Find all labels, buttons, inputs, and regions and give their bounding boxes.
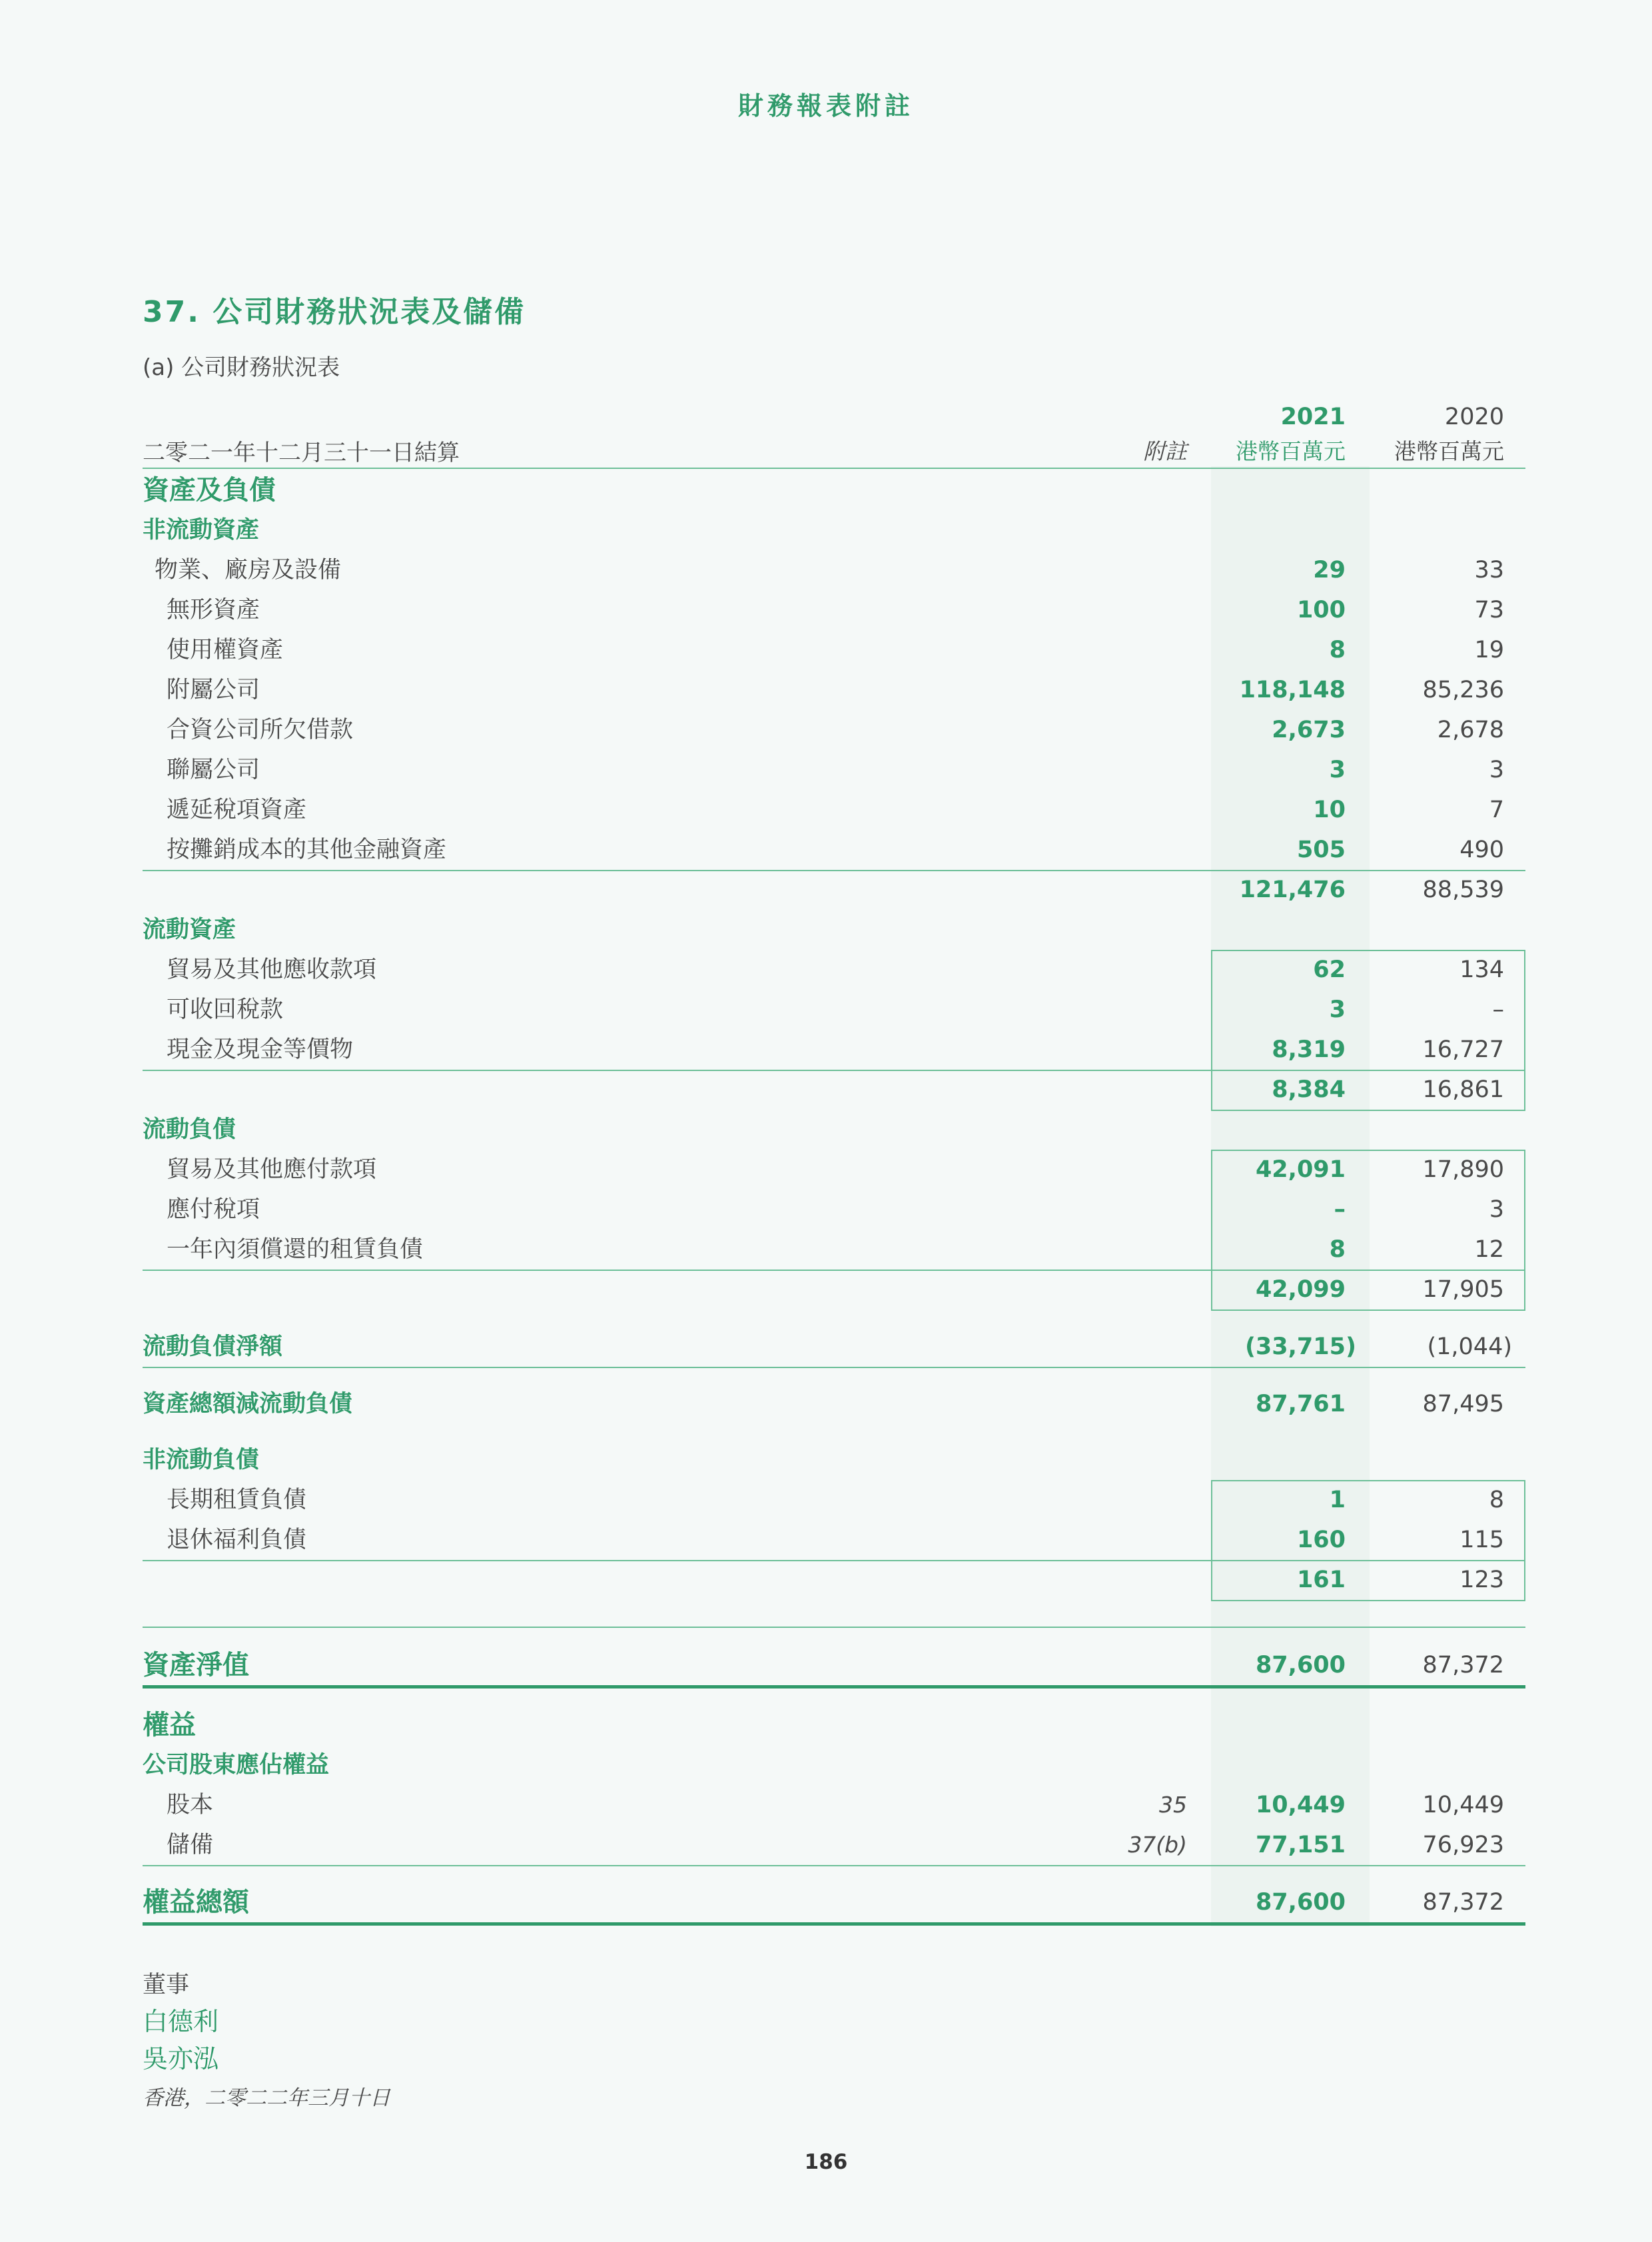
table-row (0, 990, 1652, 1030)
row-label: 一年內須償還的租賃負債 (167, 1236, 424, 1263)
value-2021: 8,319 (1272, 1036, 1346, 1063)
subsection-heading-row (0, 1110, 1652, 1150)
value-2020: 8 (1489, 1487, 1504, 1513)
value-2021: 1 (1329, 1487, 1346, 1513)
signature-label: 董事 (143, 1972, 190, 1998)
value-2020: 12 (1474, 1236, 1504, 1263)
subsection-heading: 公司股東應佔權益 (143, 1752, 330, 1778)
sub-title: (a) 公司財務狀況表 (143, 354, 340, 381)
value-2021: – (1334, 1196, 1346, 1223)
value-2021: 10 (1313, 797, 1346, 823)
subsection-heading-row (0, 1440, 1652, 1480)
value-2020: 490 (1459, 837, 1504, 863)
value-2020: 7 (1489, 797, 1504, 823)
running-header: 財務報表附註 (737, 91, 914, 121)
year-2021-header: 2021 (1280, 404, 1346, 430)
value-2020: – (1492, 996, 1504, 1023)
table-row (0, 1384, 1652, 1424)
value-2020: 17,890 (1422, 1156, 1504, 1183)
total-rule (143, 1922, 1525, 1926)
row-label: 權益總額 (143, 1887, 249, 1918)
value-2020: 88,539 (1422, 877, 1504, 903)
value-2020: 115 (1459, 1527, 1504, 1553)
table-row (0, 590, 1652, 630)
value-2020: 16,727 (1422, 1036, 1504, 1063)
row-label: 貿易及其他應收款項 (167, 956, 377, 983)
row-label: 附屬公司 (167, 677, 260, 703)
unit-2020-header: 港幣百萬元 (1394, 438, 1504, 464)
year-2020-header: 2020 (1444, 404, 1504, 430)
table-row (0, 550, 1652, 590)
table-row (0, 1190, 1652, 1230)
subsection-heading: 流動負債 (143, 1116, 236, 1143)
row-label: 股本 (167, 1792, 214, 1818)
value-2021: 121,476 (1239, 877, 1346, 903)
row-label: 遞延稅項資產 (167, 797, 307, 823)
value-2021: 77,151 (1255, 1832, 1346, 1858)
subtotal-row (0, 870, 1652, 910)
section-heading: 資產及負債 (143, 475, 276, 506)
value-2020: 85,236 (1422, 677, 1504, 703)
value-2021: 87,600 (1255, 1652, 1346, 1679)
place-date: 香港，二零二二年三月十日 (143, 2086, 390, 2110)
value-2021: 160 (1296, 1527, 1346, 1553)
total-equity-row (0, 1882, 1652, 1922)
director-name: 白德利 (143, 2007, 219, 2036)
value-2020: (1,044) (1427, 1333, 1512, 1360)
section-heading-row (0, 1705, 1652, 1745)
table-row (0, 1230, 1652, 1270)
value-2021: 29 (1313, 557, 1346, 583)
value-2020: 123 (1459, 1567, 1504, 1593)
row-rule (143, 1627, 1525, 1628)
value-2021: (33,715) (1244, 1333, 1356, 1360)
value-2020: 19 (1474, 637, 1504, 663)
subsection-heading-row (0, 510, 1652, 550)
row-label: 按攤銷成本的其他金融資產 (167, 837, 447, 863)
value-2021: 118,148 (1239, 677, 1346, 703)
table-row (0, 830, 1652, 870)
row-rule (143, 1865, 1525, 1866)
statement-date: 二零二一年十二月三十一日結算 (143, 440, 460, 466)
value-2021: 2,673 (1272, 717, 1346, 743)
value-2020: 87,372 (1422, 1652, 1504, 1679)
subsection-heading-row (0, 910, 1652, 950)
section-heading: 權益 (143, 1710, 196, 1740)
value-2021: 87,600 (1255, 1889, 1346, 1916)
value-2021: 8 (1329, 1236, 1346, 1263)
row-label: 聯屬公司 (167, 757, 260, 783)
value-2021: 3 (1329, 757, 1346, 783)
row-label: 退休福利負債 (167, 1527, 307, 1553)
subsection-heading-row (0, 1745, 1652, 1785)
row-label: 可收回稅款 (167, 996, 284, 1023)
subtotal-row (0, 1560, 1652, 1600)
section-heading-row (0, 470, 1652, 510)
row-label: 長期租賃負債 (167, 1487, 307, 1513)
net-assets-row (0, 1645, 1652, 1685)
value-2020: 16,861 (1422, 1076, 1504, 1103)
row-label: 流動負債淨額 (143, 1333, 283, 1360)
value-2021: 87,761 (1255, 1391, 1346, 1417)
value-2020: 3 (1489, 757, 1504, 783)
table-row (0, 670, 1652, 710)
value-2020: 2,678 (1437, 717, 1504, 743)
subsection-heading: 流動資產 (143, 917, 236, 943)
row-label: 儲備 (167, 1832, 214, 1858)
row-note: 35 (1159, 1792, 1187, 1818)
row-label: 使用權資產 (167, 637, 284, 663)
value-2021: 505 (1296, 837, 1346, 863)
table-row (0, 1520, 1652, 1560)
total-rule (143, 1685, 1525, 1688)
value-2020: 3 (1489, 1196, 1504, 1223)
table-row (0, 1825, 1652, 1865)
value-2021: 42,091 (1255, 1156, 1346, 1183)
table-row (0, 1150, 1652, 1190)
value-2021: 62 (1313, 956, 1346, 983)
value-2020: 134 (1459, 956, 1504, 983)
table-row (0, 1480, 1652, 1520)
value-2021: 42,099 (1255, 1276, 1346, 1303)
table-row (0, 1785, 1652, 1825)
table-row (0, 1327, 1652, 1367)
header-rule (143, 468, 1525, 469)
table-row (0, 630, 1652, 670)
row-label: 資產淨值 (143, 1650, 249, 1681)
table-row (0, 710, 1652, 750)
value-2020: 17,905 (1422, 1276, 1504, 1303)
row-label: 現金及現金等價物 (167, 1036, 354, 1063)
value-2021: 100 (1296, 597, 1346, 623)
row-note: 37(b) (1128, 1832, 1187, 1858)
value-2021: 8,384 (1272, 1076, 1346, 1103)
row-label: 合資公司所欠借款 (167, 717, 354, 743)
value-2021: 3 (1329, 996, 1346, 1023)
table-row (0, 1030, 1652, 1070)
director-name: 吳亦泓 (143, 2044, 219, 2073)
value-2021: 161 (1296, 1567, 1346, 1593)
section-title: 37. 公司財務狀況表及儲備 (143, 295, 526, 329)
row-label: 應付稅項 (167, 1196, 260, 1223)
subsection-heading: 非流動資產 (143, 517, 260, 544)
row-label: 貿易及其他應付款項 (167, 1156, 377, 1183)
unit-2021-header: 港幣百萬元 (1236, 438, 1346, 464)
value-2020: 33 (1474, 557, 1504, 583)
value-2021: 8 (1329, 637, 1346, 663)
value-2020: 87,495 (1422, 1391, 1504, 1417)
table-row (0, 950, 1652, 990)
subtotal-row (0, 1270, 1652, 1309)
value-2020: 76,923 (1422, 1832, 1504, 1858)
row-label: 資產總額減流動負債 (143, 1391, 353, 1417)
value-2020: 73 (1474, 597, 1504, 623)
page-number: 186 (804, 2150, 848, 2174)
note-column-header: 附註 (1143, 438, 1187, 464)
table-row (0, 750, 1652, 790)
subsection-heading: 非流動負債 (143, 1447, 260, 1473)
value-2020: 87,372 (1422, 1889, 1504, 1916)
table-row (0, 790, 1652, 830)
row-label: 物業、廠房及設備 (155, 557, 342, 583)
row-label: 無形資產 (167, 597, 260, 623)
subtotal-row (0, 1070, 1652, 1110)
row-rule (143, 1367, 1525, 1368)
value-2020: 10,449 (1422, 1792, 1504, 1818)
value-2021: 10,449 (1255, 1792, 1346, 1818)
